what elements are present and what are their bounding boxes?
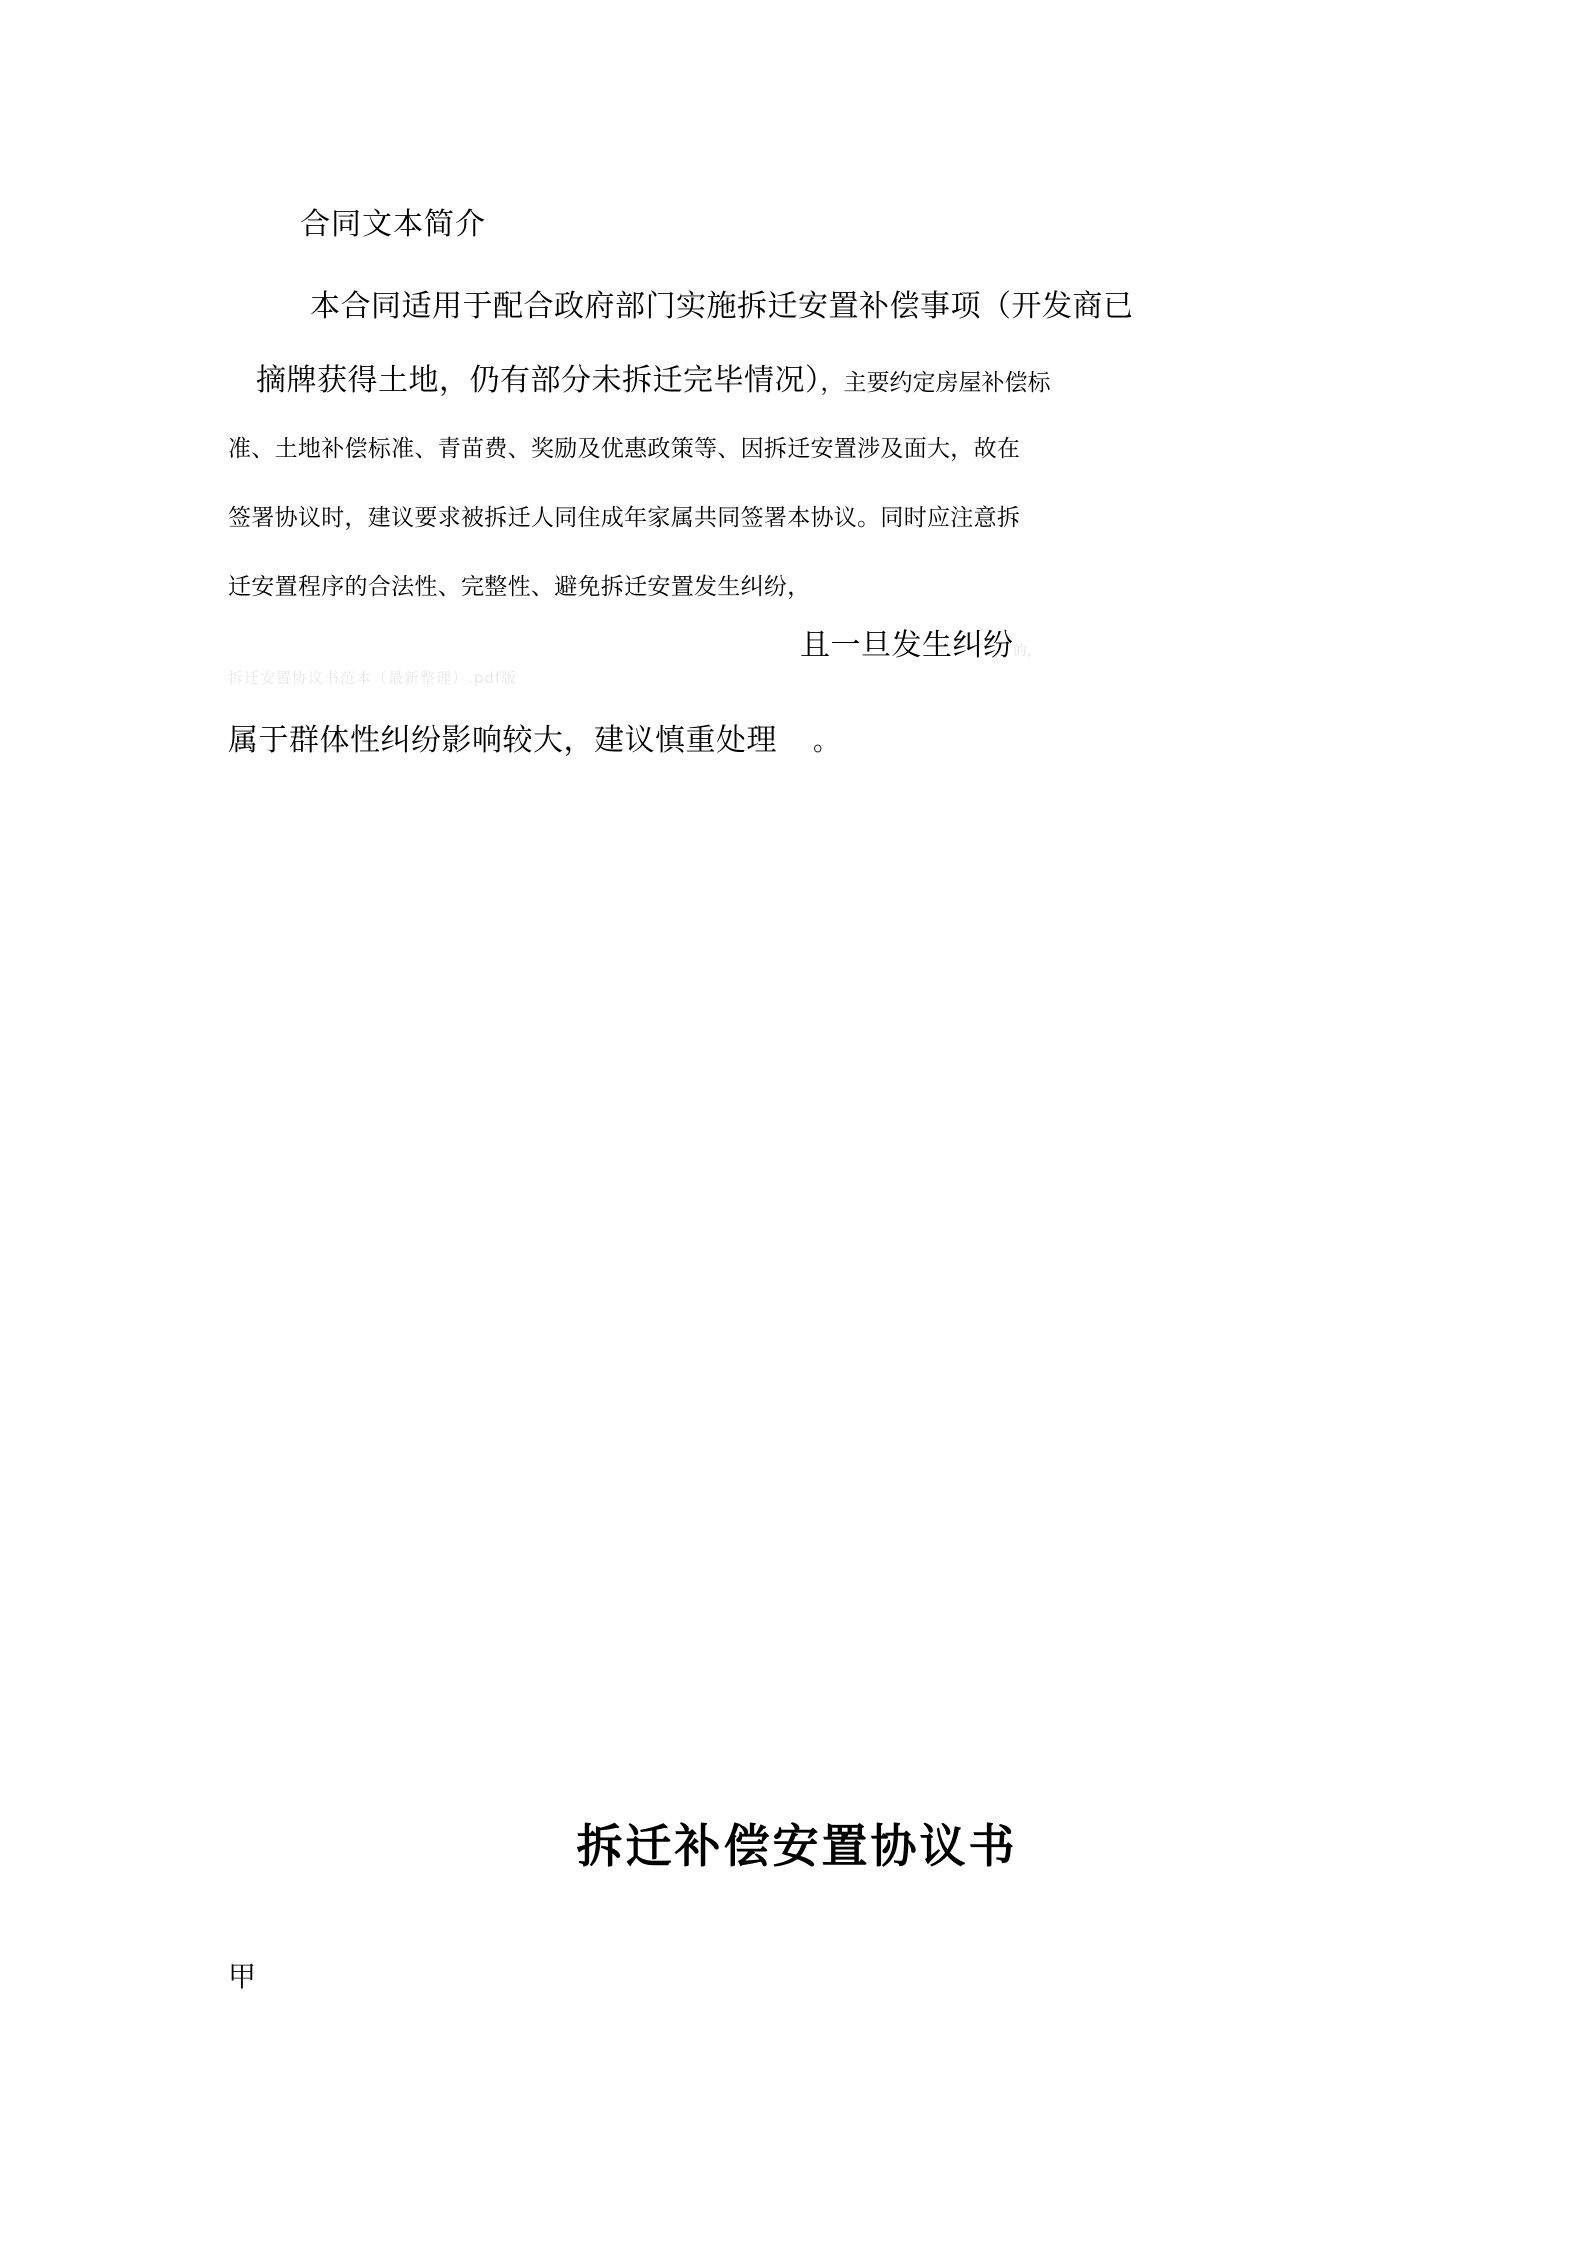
paragraph-line-6-main: 且一旦发生纠纷 (800, 628, 1014, 663)
paragraph-line-1: 本合同适用于配合政府部门实施拆迁安置补偿事项（开发商已 (310, 289, 1134, 324)
intro-heading: 合同文本简介 (300, 207, 486, 242)
document-title: 拆迁补偿安置协议书 (576, 1819, 1018, 1873)
paragraph-line-2 (256, 363, 1388, 398)
party-label: 甲 (228, 1960, 258, 1993)
paragraph-line-7-period: 。 (813, 727, 840, 757)
paragraph-line-6-faint-tail: 的， (1013, 644, 1041, 659)
paragraph-line-7-main: 属于群体性纠纷影响较大，建议慎重处理 (228, 723, 777, 758)
watermark-ghost-line: 拆迁安置协议书范本（最新整理）.pdf版 (228, 669, 518, 687)
paragraph-line-2-tail: ，主要约定房屋补偿标 (820, 370, 1051, 396)
paragraph-line-5: 迁安置程序的合法性、完整性、避免拆迁安置发生纠纷， (228, 574, 811, 600)
paragraph-line-7 (228, 723, 1388, 758)
paragraph-line-3: 准、土地补偿标准、青苗费、奖励及优惠政策等、因拆迁安置涉及面大，故在 (228, 436, 1021, 462)
paragraph-line-6 (800, 628, 1388, 663)
document-body (228, 207, 1388, 758)
paragraph-line-2-main: 摘牌获得土地，仍有部分未拆迁完毕情况） (256, 363, 821, 398)
paragraph-line-4: 签署协议时，建议要求被拆迁人同住成年家属共同签署本协议。同时应注意拆 (228, 505, 1021, 531)
